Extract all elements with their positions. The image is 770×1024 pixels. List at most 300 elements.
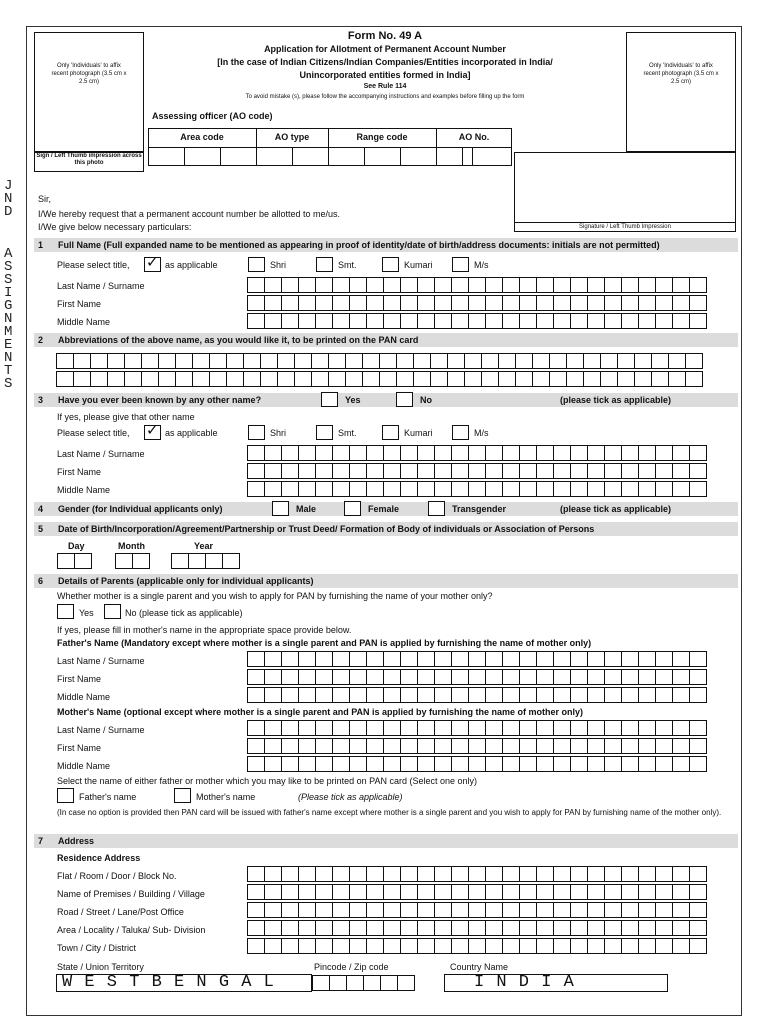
char-cell[interactable]: [400, 884, 418, 900]
char-cell[interactable]: [298, 720, 316, 736]
char-cell[interactable]: [366, 938, 384, 954]
char-cell[interactable]: [468, 866, 486, 882]
char-cell[interactable]: [417, 277, 435, 293]
char-cell[interactable]: [672, 756, 690, 772]
char-cell[interactable]: [247, 738, 265, 754]
char-cell[interactable]: [485, 463, 503, 479]
char-cell[interactable]: [332, 481, 350, 497]
char-cell[interactable]: [298, 669, 316, 685]
char-cell[interactable]: [315, 902, 333, 918]
char-cell[interactable]: [451, 920, 469, 936]
char-cell[interactable]: [243, 371, 261, 387]
char-cell[interactable]: [332, 277, 350, 293]
char-cell[interactable]: [417, 866, 435, 882]
char-cell[interactable]: [434, 902, 452, 918]
char-cell[interactable]: [502, 920, 520, 936]
char-cell[interactable]: [434, 884, 452, 900]
char-cell[interactable]: [332, 669, 350, 685]
char-cell[interactable]: [604, 463, 622, 479]
s6-mother-middle-cells[interactable]: [247, 756, 706, 772]
char-cell[interactable]: [553, 295, 571, 311]
char-cell[interactable]: [468, 651, 486, 667]
char-cell[interactable]: [536, 720, 554, 736]
char-cell[interactable]: [434, 313, 452, 329]
char-cell[interactable]: [604, 313, 622, 329]
char-cell[interactable]: [604, 902, 622, 918]
char-cell[interactable]: [332, 445, 350, 461]
char-cell[interactable]: [247, 687, 265, 703]
char-cell[interactable]: [247, 651, 265, 667]
s6-mother-first-cells[interactable]: [247, 738, 706, 754]
char-cell[interactable]: [132, 553, 150, 569]
char-cell[interactable]: [515, 353, 533, 369]
char-cell[interactable]: [655, 669, 673, 685]
char-cell[interactable]: [621, 738, 639, 754]
char-cell[interactable]: [451, 884, 469, 900]
char-cell[interactable]: [536, 295, 554, 311]
char-cell[interactable]: [380, 975, 398, 991]
char-cell[interactable]: [485, 295, 503, 311]
char-cell[interactable]: [570, 481, 588, 497]
char-cell[interactable]: [349, 938, 367, 954]
char-cell[interactable]: [247, 669, 265, 685]
char-cell[interactable]: [349, 669, 367, 685]
s6-yes-box[interactable]: [57, 604, 74, 619]
char-cell[interactable]: [264, 720, 282, 736]
char-cell[interactable]: [672, 920, 690, 936]
char-cell[interactable]: [400, 651, 418, 667]
char-cell[interactable]: [519, 445, 537, 461]
char-cell[interactable]: [417, 902, 435, 918]
char-cell[interactable]: [332, 938, 350, 954]
char-cell[interactable]: [383, 920, 401, 936]
s3-last-name-cells[interactable]: [247, 445, 706, 461]
char-cell[interactable]: [400, 277, 418, 293]
char-cell[interactable]: [281, 445, 299, 461]
char-cell[interactable]: [485, 313, 503, 329]
char-cell[interactable]: [188, 553, 206, 569]
char-cell[interactable]: [587, 687, 605, 703]
char-cell[interactable]: [655, 313, 673, 329]
char-cell[interactable]: [655, 463, 673, 479]
char-cell[interactable]: [468, 295, 486, 311]
char-cell[interactable]: [536, 687, 554, 703]
char-cell[interactable]: [349, 756, 367, 772]
char-cell[interactable]: [587, 481, 605, 497]
char-cell[interactable]: [549, 371, 567, 387]
char-cell[interactable]: [604, 738, 622, 754]
char-cell[interactable]: [672, 651, 690, 667]
char-cell[interactable]: [689, 295, 707, 311]
char-cell[interactable]: [332, 720, 350, 736]
char-cell[interactable]: [634, 371, 652, 387]
char-cell[interactable]: [141, 371, 159, 387]
char-cell[interactable]: [498, 353, 516, 369]
char-cell[interactable]: [175, 371, 193, 387]
char-cell[interactable]: [689, 313, 707, 329]
char-cell[interactable]: [621, 295, 639, 311]
char-cell[interactable]: [604, 295, 622, 311]
char-cell[interactable]: [468, 277, 486, 293]
char-cell[interactable]: [451, 866, 469, 882]
char-cell[interactable]: [689, 481, 707, 497]
char-cell[interactable]: [621, 277, 639, 293]
char-cell[interactable]: [604, 651, 622, 667]
s3-first-name-cells[interactable]: [247, 463, 706, 479]
char-cell[interactable]: [417, 313, 435, 329]
char-cell[interactable]: [349, 902, 367, 918]
char-cell[interactable]: [604, 445, 622, 461]
char-cell[interactable]: [281, 295, 299, 311]
char-cell[interactable]: [570, 445, 588, 461]
char-cell[interactable]: [502, 738, 520, 754]
char-cell[interactable]: [485, 902, 503, 918]
char-cell[interactable]: [672, 884, 690, 900]
char-cell[interactable]: [124, 353, 142, 369]
char-cell[interactable]: [417, 738, 435, 754]
char-cell[interactable]: [655, 938, 673, 954]
s1-last-name-cells[interactable]: [247, 277, 706, 293]
char-cell[interactable]: [434, 738, 452, 754]
char-cell[interactable]: [400, 445, 418, 461]
char-cell[interactable]: [158, 353, 176, 369]
char-cell[interactable]: [655, 651, 673, 667]
char-cell[interactable]: [247, 756, 265, 772]
char-cell[interactable]: [621, 651, 639, 667]
char-cell[interactable]: [587, 651, 605, 667]
char-cell[interactable]: [583, 353, 601, 369]
char-cell[interactable]: [366, 481, 384, 497]
s5-day-cells[interactable]: [57, 553, 91, 569]
char-cell[interactable]: [264, 295, 282, 311]
char-cell[interactable]: [553, 277, 571, 293]
char-cell[interactable]: [519, 277, 537, 293]
char-cell[interactable]: [366, 445, 384, 461]
char-cell[interactable]: [281, 481, 299, 497]
char-cell[interactable]: [396, 371, 414, 387]
char-cell[interactable]: [247, 463, 265, 479]
s6-no-box[interactable]: [104, 604, 121, 619]
char-cell[interactable]: [349, 481, 367, 497]
char-cell[interactable]: [502, 277, 520, 293]
char-cell[interactable]: [281, 738, 299, 754]
char-cell[interactable]: [553, 481, 571, 497]
char-cell[interactable]: [468, 920, 486, 936]
char-cell[interactable]: [366, 295, 384, 311]
char-cell[interactable]: [247, 295, 265, 311]
char-cell[interactable]: [485, 866, 503, 882]
char-cell[interactable]: [638, 445, 656, 461]
char-cell[interactable]: [519, 687, 537, 703]
char-cell[interactable]: [363, 975, 381, 991]
char-cell[interactable]: [468, 463, 486, 479]
char-cell[interactable]: [689, 720, 707, 736]
char-cell[interactable]: [332, 866, 350, 882]
char-cell[interactable]: [655, 866, 673, 882]
char-cell[interactable]: [536, 277, 554, 293]
char-cell[interactable]: [638, 687, 656, 703]
char-cell[interactable]: [587, 445, 605, 461]
char-cell[interactable]: [604, 884, 622, 900]
char-cell[interactable]: [90, 371, 108, 387]
char-cell[interactable]: [247, 720, 265, 736]
char-cell[interactable]: [298, 313, 316, 329]
char-cell[interactable]: [247, 445, 265, 461]
char-cell[interactable]: [536, 651, 554, 667]
char-cell[interactable]: [315, 720, 333, 736]
char-cell[interactable]: [621, 902, 639, 918]
char-cell[interactable]: [570, 738, 588, 754]
s7-premises-cells[interactable]: [247, 884, 706, 900]
char-cell[interactable]: [655, 920, 673, 936]
char-cell[interactable]: [315, 756, 333, 772]
char-cell[interactable]: [549, 353, 567, 369]
char-cell[interactable]: [532, 353, 550, 369]
char-cell[interactable]: [638, 902, 656, 918]
char-cell[interactable]: [226, 353, 244, 369]
char-cell[interactable]: [651, 371, 669, 387]
char-cell[interactable]: [417, 463, 435, 479]
char-cell[interactable]: [451, 295, 469, 311]
char-cell[interactable]: [672, 481, 690, 497]
char-cell[interactable]: [689, 938, 707, 954]
char-cell[interactable]: [502, 866, 520, 882]
char-cell[interactable]: [362, 371, 380, 387]
s3-no-box[interactable]: [396, 392, 413, 407]
char-cell[interactable]: [672, 720, 690, 736]
char-cell[interactable]: [400, 687, 418, 703]
char-cell[interactable]: [366, 756, 384, 772]
char-cell[interactable]: [349, 884, 367, 900]
char-cell[interactable]: [485, 756, 503, 772]
s1-ms-box[interactable]: [452, 257, 469, 272]
char-cell[interactable]: [621, 313, 639, 329]
char-cell[interactable]: [451, 277, 469, 293]
char-cell[interactable]: [689, 902, 707, 918]
char-cell[interactable]: [638, 277, 656, 293]
char-cell[interactable]: [332, 756, 350, 772]
char-cell[interactable]: [107, 353, 125, 369]
char-cell[interactable]: [587, 920, 605, 936]
char-cell[interactable]: [400, 738, 418, 754]
char-cell[interactable]: [417, 445, 435, 461]
char-cell[interactable]: [417, 938, 435, 954]
char-cell[interactable]: [668, 353, 686, 369]
char-cell[interactable]: [400, 313, 418, 329]
char-cell[interactable]: [264, 920, 282, 936]
char-cell[interactable]: [570, 756, 588, 772]
s7-town-cells[interactable]: [247, 938, 706, 954]
char-cell[interactable]: [349, 920, 367, 936]
char-cell[interactable]: [519, 902, 537, 918]
s3-title-tick-box[interactable]: ✓: [144, 425, 161, 440]
char-cell[interactable]: [366, 902, 384, 918]
char-cell[interactable]: [281, 866, 299, 882]
char-cell[interactable]: [247, 866, 265, 882]
char-cell[interactable]: [587, 938, 605, 954]
char-cell[interactable]: [315, 669, 333, 685]
char-cell[interactable]: [451, 651, 469, 667]
char-cell[interactable]: [638, 920, 656, 936]
char-cell[interactable]: [468, 938, 486, 954]
char-cell[interactable]: [315, 481, 333, 497]
char-cell[interactable]: [638, 651, 656, 667]
char-cell[interactable]: [566, 353, 584, 369]
char-cell[interactable]: [672, 866, 690, 882]
char-cell[interactable]: [481, 353, 499, 369]
char-cell[interactable]: [519, 463, 537, 479]
char-cell[interactable]: [464, 353, 482, 369]
char-cell[interactable]: [417, 687, 435, 703]
s5-month-cells[interactable]: [115, 553, 149, 569]
char-cell[interactable]: [451, 756, 469, 772]
char-cell[interactable]: [315, 738, 333, 754]
char-cell[interactable]: [397, 975, 415, 991]
char-cell[interactable]: [434, 938, 452, 954]
char-cell[interactable]: [362, 353, 380, 369]
char-cell[interactable]: [536, 756, 554, 772]
char-cell[interactable]: [502, 313, 520, 329]
char-cell[interactable]: [247, 277, 265, 293]
char-cell[interactable]: [536, 884, 554, 900]
char-cell[interactable]: [451, 902, 469, 918]
char-cell[interactable]: [349, 313, 367, 329]
char-cell[interactable]: [417, 651, 435, 667]
char-cell[interactable]: [379, 371, 397, 387]
char-cell[interactable]: [366, 884, 384, 900]
char-cell[interactable]: [651, 353, 669, 369]
char-cell[interactable]: [383, 938, 401, 954]
char-cell[interactable]: [655, 884, 673, 900]
char-cell[interactable]: [315, 463, 333, 479]
char-cell[interactable]: [621, 687, 639, 703]
char-cell[interactable]: [264, 277, 282, 293]
char-cell[interactable]: [222, 553, 240, 569]
char-cell[interactable]: [689, 463, 707, 479]
char-cell[interactable]: [264, 902, 282, 918]
char-cell[interactable]: [277, 371, 295, 387]
char-cell[interactable]: [621, 720, 639, 736]
s3-shri-box[interactable]: [248, 425, 265, 440]
char-cell[interactable]: [400, 463, 418, 479]
char-cell[interactable]: [205, 553, 223, 569]
char-cell[interactable]: [621, 669, 639, 685]
char-cell[interactable]: [689, 884, 707, 900]
char-cell[interactable]: [226, 371, 244, 387]
char-cell[interactable]: [536, 738, 554, 754]
char-cell[interactable]: [366, 313, 384, 329]
char-cell[interactable]: [468, 720, 486, 736]
char-cell[interactable]: [315, 651, 333, 667]
char-cell[interactable]: [434, 756, 452, 772]
char-cell[interactable]: [638, 866, 656, 882]
char-cell[interactable]: [536, 866, 554, 882]
char-cell[interactable]: [311, 353, 329, 369]
char-cell[interactable]: [668, 371, 686, 387]
char-cell[interactable]: [315, 938, 333, 954]
s1-shri-box[interactable]: [248, 257, 265, 272]
char-cell[interactable]: [536, 445, 554, 461]
char-cell[interactable]: [312, 975, 330, 991]
char-cell[interactable]: [175, 353, 193, 369]
char-cell[interactable]: [519, 669, 537, 685]
char-cell[interactable]: [298, 445, 316, 461]
char-cell[interactable]: [468, 313, 486, 329]
char-cell[interactable]: [553, 938, 571, 954]
char-cell[interactable]: [655, 481, 673, 497]
char-cell[interactable]: [617, 353, 635, 369]
char-cell[interactable]: [298, 938, 316, 954]
s1-middle-name-cells[interactable]: [247, 313, 706, 329]
char-cell[interactable]: [553, 920, 571, 936]
char-cell[interactable]: [451, 738, 469, 754]
char-cell[interactable]: [349, 445, 367, 461]
char-cell[interactable]: [536, 463, 554, 479]
char-cell[interactable]: [281, 669, 299, 685]
char-cell[interactable]: [400, 756, 418, 772]
char-cell[interactable]: [366, 687, 384, 703]
char-cell[interactable]: [366, 866, 384, 882]
char-cell[interactable]: [434, 866, 452, 882]
s1-title-tick-box[interactable]: ✓: [144, 257, 161, 272]
char-cell[interactable]: [604, 669, 622, 685]
char-cell[interactable]: [400, 669, 418, 685]
char-cell[interactable]: [383, 738, 401, 754]
char-cell[interactable]: [570, 687, 588, 703]
char-cell[interactable]: [451, 669, 469, 685]
char-cell[interactable]: [417, 884, 435, 900]
char-cell[interactable]: [400, 920, 418, 936]
char-cell[interactable]: [672, 295, 690, 311]
char-cell[interactable]: [502, 463, 520, 479]
char-cell[interactable]: [587, 295, 605, 311]
char-cell[interactable]: [689, 866, 707, 882]
char-cell[interactable]: [192, 353, 210, 369]
char-cell[interactable]: [570, 651, 588, 667]
char-cell[interactable]: [685, 353, 703, 369]
char-cell[interactable]: [315, 277, 333, 293]
char-cell[interactable]: [553, 720, 571, 736]
char-cell[interactable]: [298, 884, 316, 900]
char-cell[interactable]: [434, 920, 452, 936]
char-cell[interactable]: [502, 756, 520, 772]
s4-female-box[interactable]: [344, 501, 361, 516]
char-cell[interactable]: [451, 463, 469, 479]
char-cell[interactable]: [655, 720, 673, 736]
char-cell[interactable]: [638, 938, 656, 954]
char-cell[interactable]: [485, 445, 503, 461]
char-cell[interactable]: [519, 920, 537, 936]
char-cell[interactable]: [553, 669, 571, 685]
s6-father-middle-cells[interactable]: [247, 687, 706, 703]
char-cell[interactable]: [672, 687, 690, 703]
char-cell[interactable]: [315, 884, 333, 900]
s4-transgender-box[interactable]: [428, 501, 445, 516]
char-cell[interactable]: [264, 756, 282, 772]
char-cell[interactable]: [604, 277, 622, 293]
char-cell[interactable]: [264, 687, 282, 703]
char-cell[interactable]: [672, 738, 690, 754]
char-cell[interactable]: [502, 295, 520, 311]
char-cell[interactable]: [519, 295, 537, 311]
s1-kumari-box[interactable]: [382, 257, 399, 272]
char-cell[interactable]: [604, 481, 622, 497]
char-cell[interactable]: [315, 295, 333, 311]
char-cell[interactable]: [587, 866, 605, 882]
char-cell[interactable]: [451, 938, 469, 954]
char-cell[interactable]: [298, 295, 316, 311]
char-cell[interactable]: [447, 371, 465, 387]
